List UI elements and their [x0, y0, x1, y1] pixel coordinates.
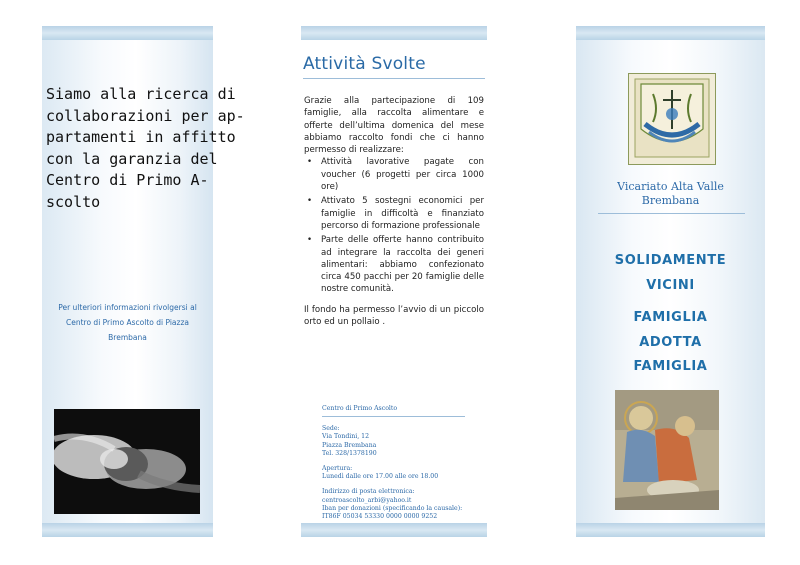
activity-item: • Attività lavorative pagate con voucher (6 progetti per circa 1000 ore): [321, 156, 484, 193]
title-line: FAMIGLIA: [633, 310, 708, 325]
vicariato-logo: [628, 73, 716, 165]
panel-background: [301, 40, 487, 523]
intro-line: Siamo alla ricerca di: [46, 85, 236, 103]
intro-text: [46, 84, 245, 213]
contact-heading: Centro di Primo Ascolto: [322, 405, 465, 417]
hours-line: Apertura:: [322, 465, 353, 473]
intro-line: con la garanzia del: [46, 149, 218, 168]
title-line: FAMIGLIA: [633, 359, 708, 374]
intro-line: Centro di Primo A-: [46, 171, 209, 189]
divider: [598, 213, 745, 214]
info-note: [48, 300, 207, 345]
title-famiglia-adotta-famiglia: [576, 306, 765, 380]
bottom-decorative-bar: [301, 523, 487, 537]
iban-label: Iban per donazioni (specificando la causale):: [322, 504, 463, 512]
email-label: Indirizzo di posta elettronica:: [322, 488, 415, 496]
title-line: ADOTTA: [639, 334, 702, 350]
intro-line: partamenti in affitto: [46, 128, 236, 146]
vicariato-line: Vicariato Alta Valle: [617, 180, 724, 193]
email-iban-group: [322, 488, 465, 521]
section-title: Attività Svolte: [303, 54, 426, 74]
activities-intro: Grazie alla partecipazione di 109 famiglie, alla raccolta alimentare e offerte dell’ultima domenica del mese abbiamo raccolto fondi che ci hanno permesso di realizzare:: [304, 96, 484, 156]
vicariato-name: [576, 180, 765, 208]
info-line: Brembana: [108, 333, 147, 342]
top-decorative-bar: [576, 26, 765, 40]
address-group: [322, 425, 465, 458]
top-decorative-bar: [42, 26, 213, 40]
email-address: centroascolto_arbi@yahoo.it: [322, 496, 412, 504]
right-panel: [576, 26, 765, 537]
intro-line: collaborazioni per ap-: [46, 106, 245, 125]
title-line: SOLIDAMENTE: [614, 253, 727, 268]
bottom-decorative-bar: [576, 523, 765, 537]
title-line: VICINI: [646, 277, 695, 293]
activities-body: [304, 95, 484, 328]
bottom-decorative-bar: [42, 523, 213, 537]
address-line: Piazza Brembana: [322, 441, 377, 449]
address-line: Via Tondini, 12: [322, 433, 370, 441]
panel-background: [576, 40, 765, 523]
activity-item: • Parte delle offerte hanno contribuito ad integrare la raccolta dei generi alimentari: abbiamo confezionato circa 450 pacchi per 20 famiglie delle nostre comunità.: [321, 234, 484, 295]
top-decorative-bar: [301, 26, 487, 40]
hours-group: [322, 465, 465, 481]
contact-block: [322, 405, 465, 528]
title-solidamente-vicini: [576, 249, 765, 298]
vicariato-line: Brembana: [641, 194, 700, 207]
title-divider: [303, 78, 485, 79]
info-line: Centro di Primo Ascolto di Piazza: [66, 318, 189, 327]
address-line: Sede:: [322, 425, 340, 433]
activity-item: • Attivato 5 sostegni economici per famiglie in difficoltà e finanziato percorso di formazione professionale: [321, 195, 484, 232]
washing-feet-painting: [615, 390, 719, 510]
hours-line: Lunedì dalle ore 17.00 alle ore 18.00: [322, 473, 439, 481]
left-panel: [42, 26, 245, 537]
middle-panel: [301, 26, 487, 537]
intro-line: scolto: [46, 192, 101, 211]
iban-value: IT86F 05034 53330 0000 0000 9252: [322, 513, 438, 521]
holding-hands-photo: [54, 409, 200, 514]
activities-list: [304, 156, 484, 295]
info-line: Per ulteriori informazioni rivolgersi al: [58, 303, 197, 312]
phone-line: Tel. 328/1378190: [322, 449, 377, 457]
closing-text: Il fondo ha permesso l’avvio di un piccolo orto ed un pollaio .: [304, 304, 484, 328]
